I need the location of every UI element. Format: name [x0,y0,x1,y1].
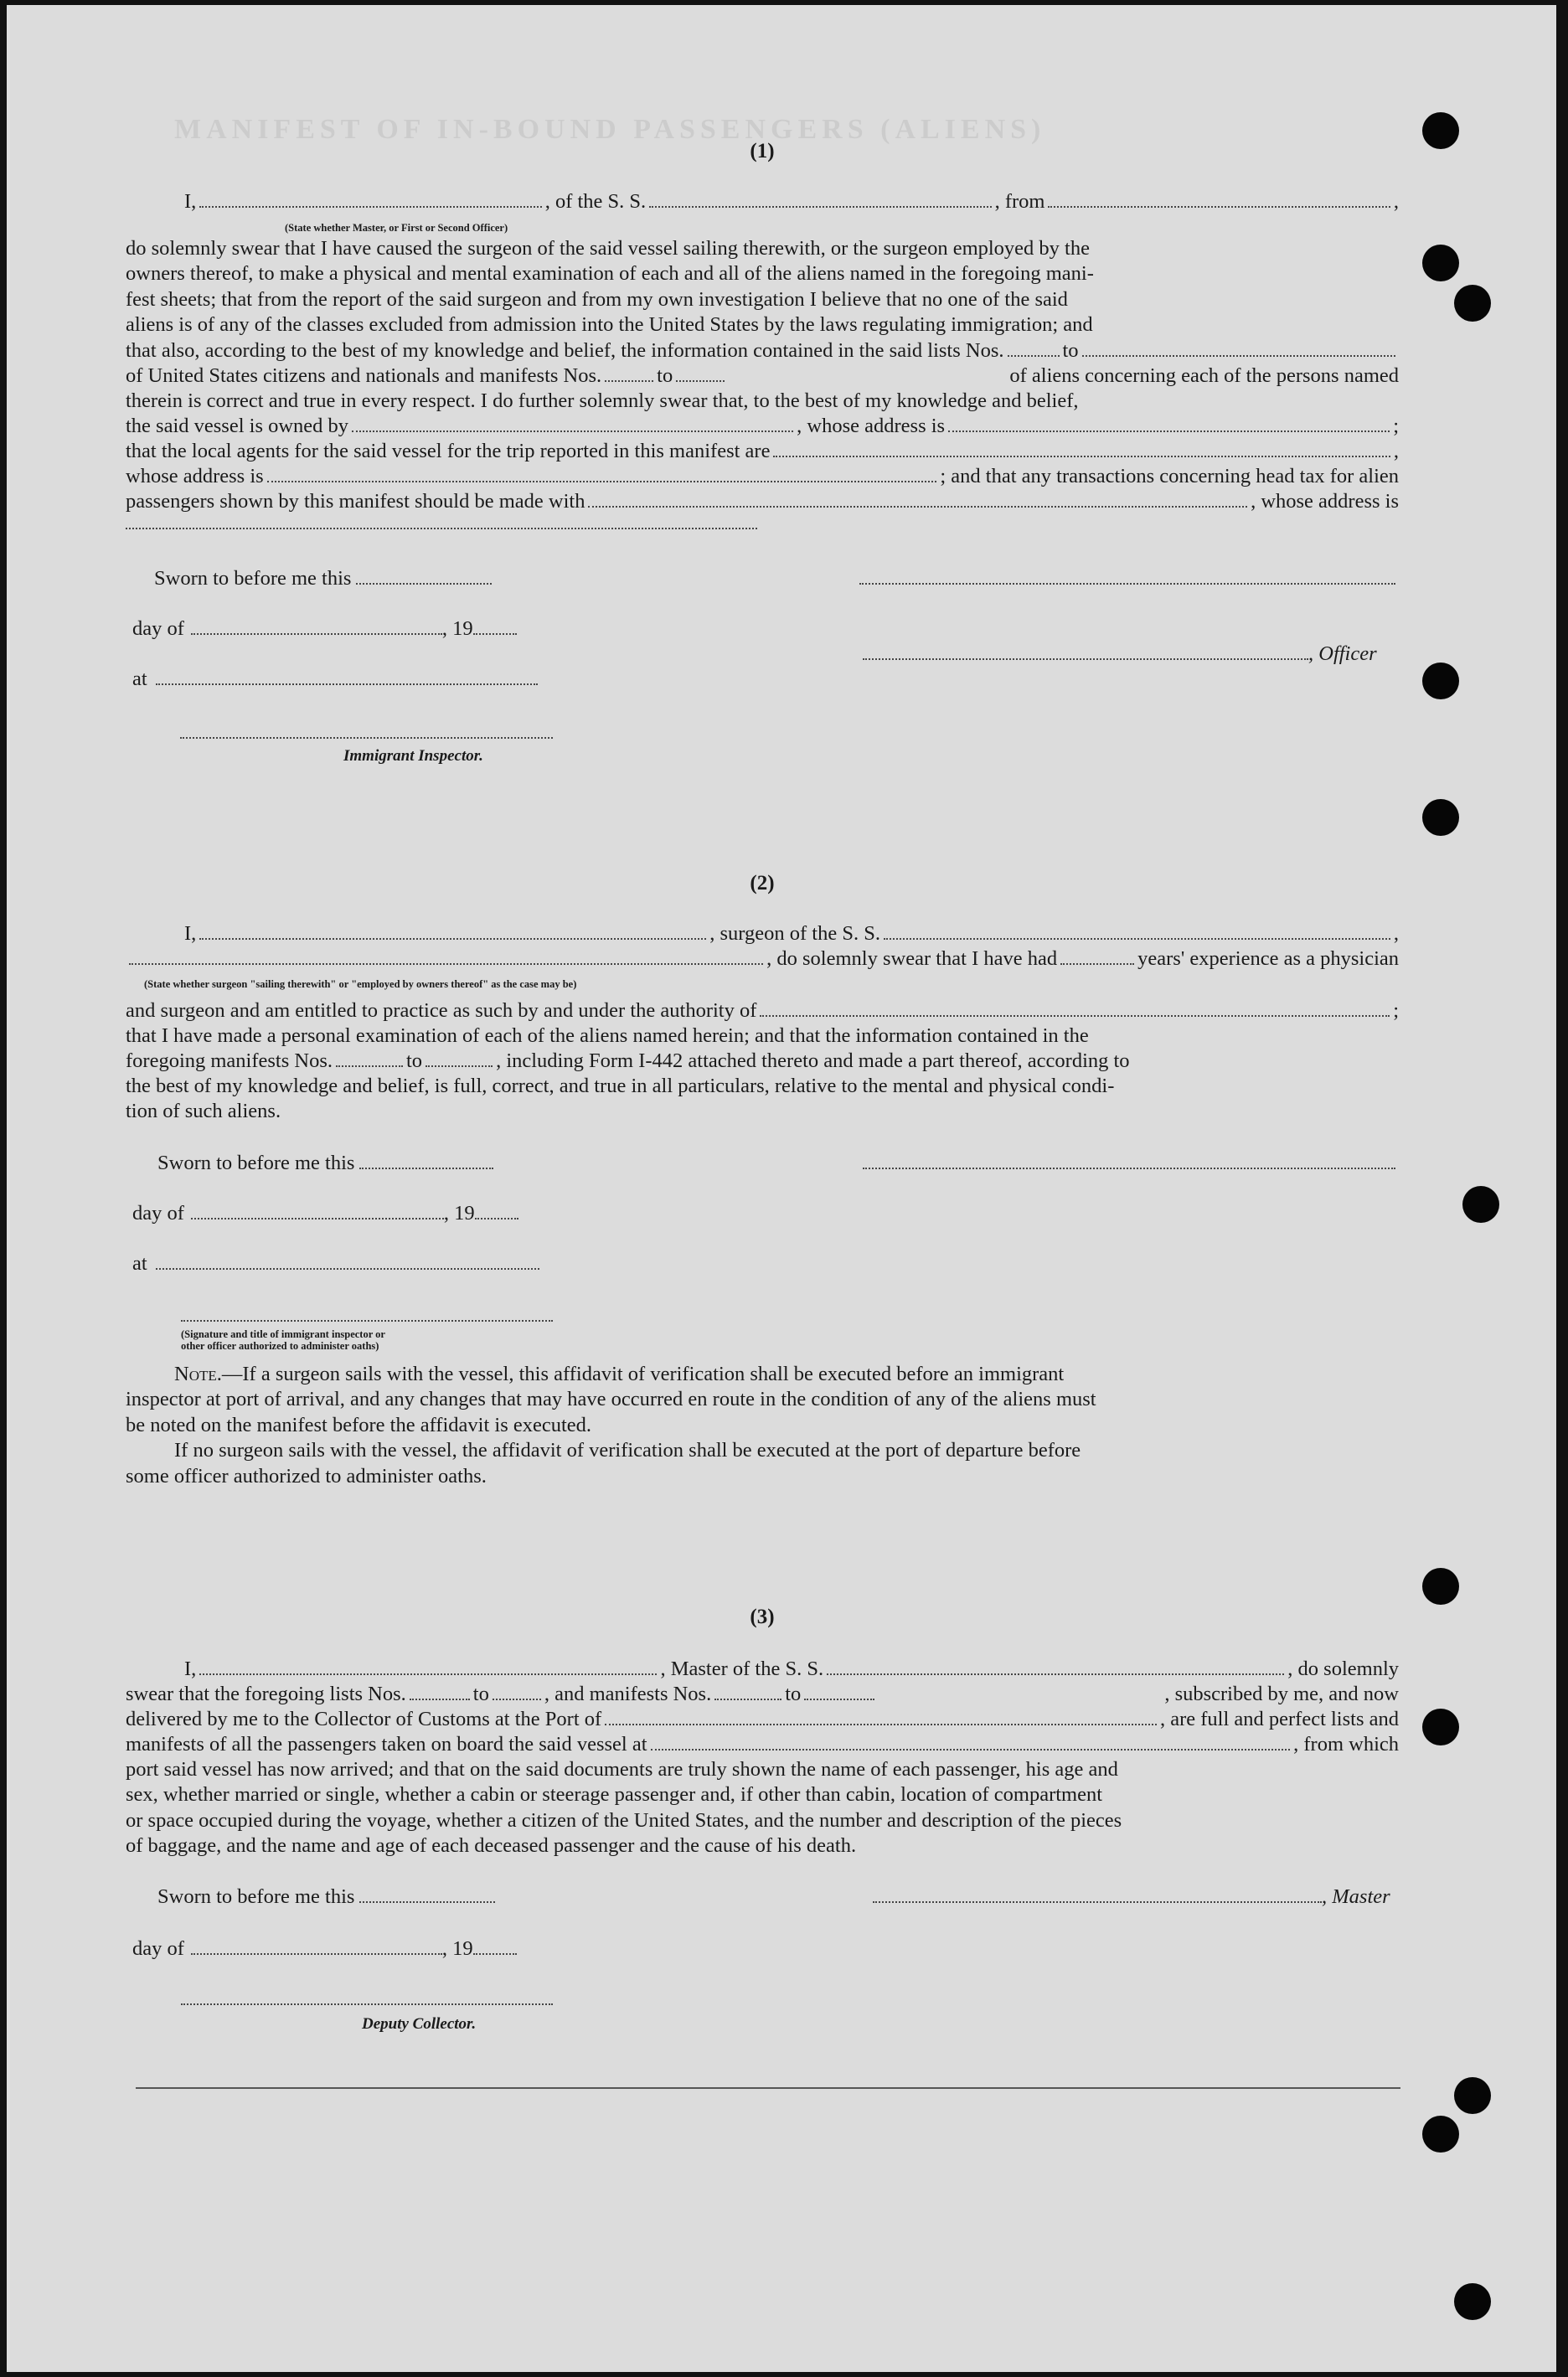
manifests-from-field[interactable] [714,1683,781,1700]
year-field[interactable] [473,618,517,635]
surgeon-signature-line [863,1152,1395,1169]
lists-to-field[interactable] [493,1683,541,1700]
section1-lists-line: that also, according to the best of my knowledge and belief, the information contained in the said lists Nos. to [126,338,1399,364]
punch-hole [1454,2283,1491,2320]
port-field[interactable] [605,1709,1157,1725]
section2-best-line: the best of my knowledge and belief, is full, correct, and true in all particulars, relative to the mental and physical condi- [126,1075,1115,1097]
sworn-line: Sworn to before me this [154,566,492,591]
section3-line-4: manifests of all the passengers taken on board the said vessel at , from which [126,1733,1399,1756]
sworn-date-field[interactable] [359,1152,493,1169]
boarding-port-field[interactable] [651,1734,1291,1751]
officer-signature-line: , Officer [863,642,1377,667]
signature-caption: (Signature and title of immigrant inspector or other officer authorized to administer oaths) [181,1328,385,1352]
head-tax-address-line [126,513,757,529]
lists-from-field[interactable] [410,1683,470,1700]
bottom-rule [136,2087,1400,2089]
officer-signature-top [859,568,1395,585]
punch-hole [1422,245,1459,281]
section3-line-1: I, , Master of the S. S. , do solemnly [184,1658,1400,1680]
place-field[interactable] [156,668,538,685]
officer-name-field[interactable] [199,191,541,208]
manifests-to-field[interactable] [676,365,725,382]
vessel-name-field[interactable] [649,191,991,208]
punch-hole [1422,799,1459,836]
surgeon-signature-field[interactable] [863,1152,1395,1169]
authority-signature-line [181,1305,553,1322]
field-hint: (State whether surgeon "sailing therewith" or "employed by owners thereof" as the case may be) [144,978,577,990]
section3-line-3: delivered by me to the Collector of Customs at the Port of , are full and perfect lists and [126,1708,1399,1730]
sworn-date-field[interactable] [356,568,492,585]
section2-line-1: I, , surgeon of the S. S. , [184,922,1400,945]
section-number: (1) [750,140,775,162]
officer-signature-field[interactable] [863,643,1308,660]
owner-address-field[interactable] [948,415,1390,432]
year-field[interactable] [473,1938,517,1955]
foregoing-from-field[interactable] [336,1050,403,1067]
section1-whose-line: whose address is ; and that any transactions concerning head tax for alien [126,465,1399,487]
manifests-to-field[interactable] [804,1683,874,1700]
at-line: at [132,1251,539,1276]
head-tax-address-field[interactable] [126,513,757,529]
sworn-line: Sworn to before me this [157,1885,495,1910]
master-name-field[interactable] [199,1658,657,1675]
head-tax-contact-field[interactable] [588,491,1247,508]
section-number: (2) [750,872,775,895]
deputy-signature-line [181,1988,553,2005]
section1-correct-line: therein is correct and true in every respect. I do further solemnly swear that, to the best of my knowledge and belief, [126,389,1079,412]
manifest-page [7,5,1556,2372]
sworn-line: Sworn to before me this [157,1151,493,1176]
at-line: at [132,667,538,692]
years-experience-field[interactable] [1060,948,1134,965]
section1-agents-line: that the local agents for the said vessel for the trip reported in this manifest are , [126,440,1399,462]
lists-from-field[interactable] [1008,340,1060,357]
surgeon-status-field[interactable] [129,948,763,965]
manifests-from-field[interactable] [605,365,653,382]
year-field[interactable] [475,1203,518,1219]
field-hint: (State whether Master, or First or Second Officer) [285,222,508,234]
section2-foregoing-line: foregoing manifests Nos. to , including Form I-442 attached thereto and made a part thereof, according to [126,1049,1130,1072]
day-month-field[interactable] [191,618,442,635]
section1-owned-line: the said vessel is owned by , whose address is ; [126,415,1400,437]
note-paragraph: Note.—If a surgeon sails with the vessel, this affidavit of verification shall be executed before an immigrant inspector at port of arrival, and any changes that may have occurred en route in the condition of any of the aliens must be noted on the manifest before the affidavit is executed. If no surgeon sails with the vessel, the affidavit of verification shall be executed at the port of departure before some officer authorized to administer oaths. [126,1363,1096,1488]
section2-tion-line: tion of such aliens. [126,1100,281,1122]
inspector-caption: Immigrant Inspector. [343,747,483,765]
master-vessel-field[interactable] [827,1658,1284,1675]
section2-line-2: , do solemnly swear that I have had years' experience as a physician [126,946,1399,972]
day-month-field[interactable] [191,1203,444,1219]
inspector-signature-line [180,722,553,739]
owner-field[interactable] [352,415,793,432]
day-month-field[interactable] [191,1938,442,1955]
sworn-date-field[interactable] [359,1886,495,1903]
officer-signature-field-top[interactable] [859,568,1395,585]
day-of-line: day of , 19 [132,1936,517,1962]
punch-hole [1422,112,1459,149]
surgeon-vessel-field[interactable] [884,923,1390,940]
foregoing-to-field[interactable] [426,1050,493,1067]
authority-field[interactable] [760,1000,1390,1017]
authority-signature-field[interactable] [181,1305,553,1322]
section3-body: port said vessel has now arrived; and that on the said documents are truly shown the name of each passenger, his age and sex, whether married or single, whether a cabin or steerage passenger and, if other than cabin, location of compartment or space occupied during the voyage, whether a citizen of the United States, and the number and description of the pieces of baggage, and the name and age of each deceased passenger and the cause of his death. [126,1758,1122,1858]
punch-hole [1454,2077,1491,2114]
punch-hole [1422,663,1459,699]
section2-authority-line: and surgeon and am entitled to practice as such by and under the authority of ; [126,999,1399,1022]
section3-line-2: swear that the foregoing lists Nos. to , and manifests Nos. to , subscribed by me, and now [126,1683,1399,1705]
bleed-through-header: MANIFEST OF IN-BOUND PASSENGERS (ALIENS) [174,114,1046,145]
local-agents-field[interactable] [773,441,1390,457]
agents-address-field[interactable] [267,466,937,482]
punch-hole [1422,1568,1459,1605]
deputy-signature-field[interactable] [181,1988,553,2005]
departure-port-field[interactable] [1048,191,1390,208]
place-field[interactable] [156,1253,539,1270]
surgeon-name-field[interactable] [199,923,706,940]
section-number: (3) [750,1606,775,1628]
punch-hole [1422,2116,1459,2153]
section2-examined-line: that I have made a personal examination of each of the aliens named herein; and that the information contained in the [126,1024,1089,1047]
day-of-line: day of , 19 [132,1201,518,1226]
punch-hole [1462,1186,1499,1223]
section1-passengers-line: passengers shown by this manifest should be made with , whose address is [126,490,1399,513]
section1-line-1: I, , of the S. S. , from , [184,190,1399,213]
punch-hole [1454,285,1491,322]
deputy-caption: Deputy Collector. [362,2015,477,2033]
master-signature-line: , Master [873,1885,1390,1910]
section1-body: do solemnly swear that I have caused the surgeon of the said vessel sailing therewith, or the surgeon employed by the owners thereof, to make a physical and mental examination of each and all of the aliens named in the foregoing mani- fest sheets; that from the report of the said surgeon and from my own investigation I believe that no one of the said aliens is of any of the classes excluded from admission into the United States by the laws regulating immigration; and [126,237,1094,337]
master-signature-field[interactable] [873,1886,1322,1903]
inspector-signature-field[interactable] [180,722,553,739]
lists-to-field[interactable] [1082,340,1395,357]
day-of-line: day of , 19 [132,616,517,642]
section1-manifests-line: of United States citizens and nationals and manifests Nos. to of aliens concerning each of the persons named [126,364,1399,387]
punch-hole [1422,1709,1459,1745]
